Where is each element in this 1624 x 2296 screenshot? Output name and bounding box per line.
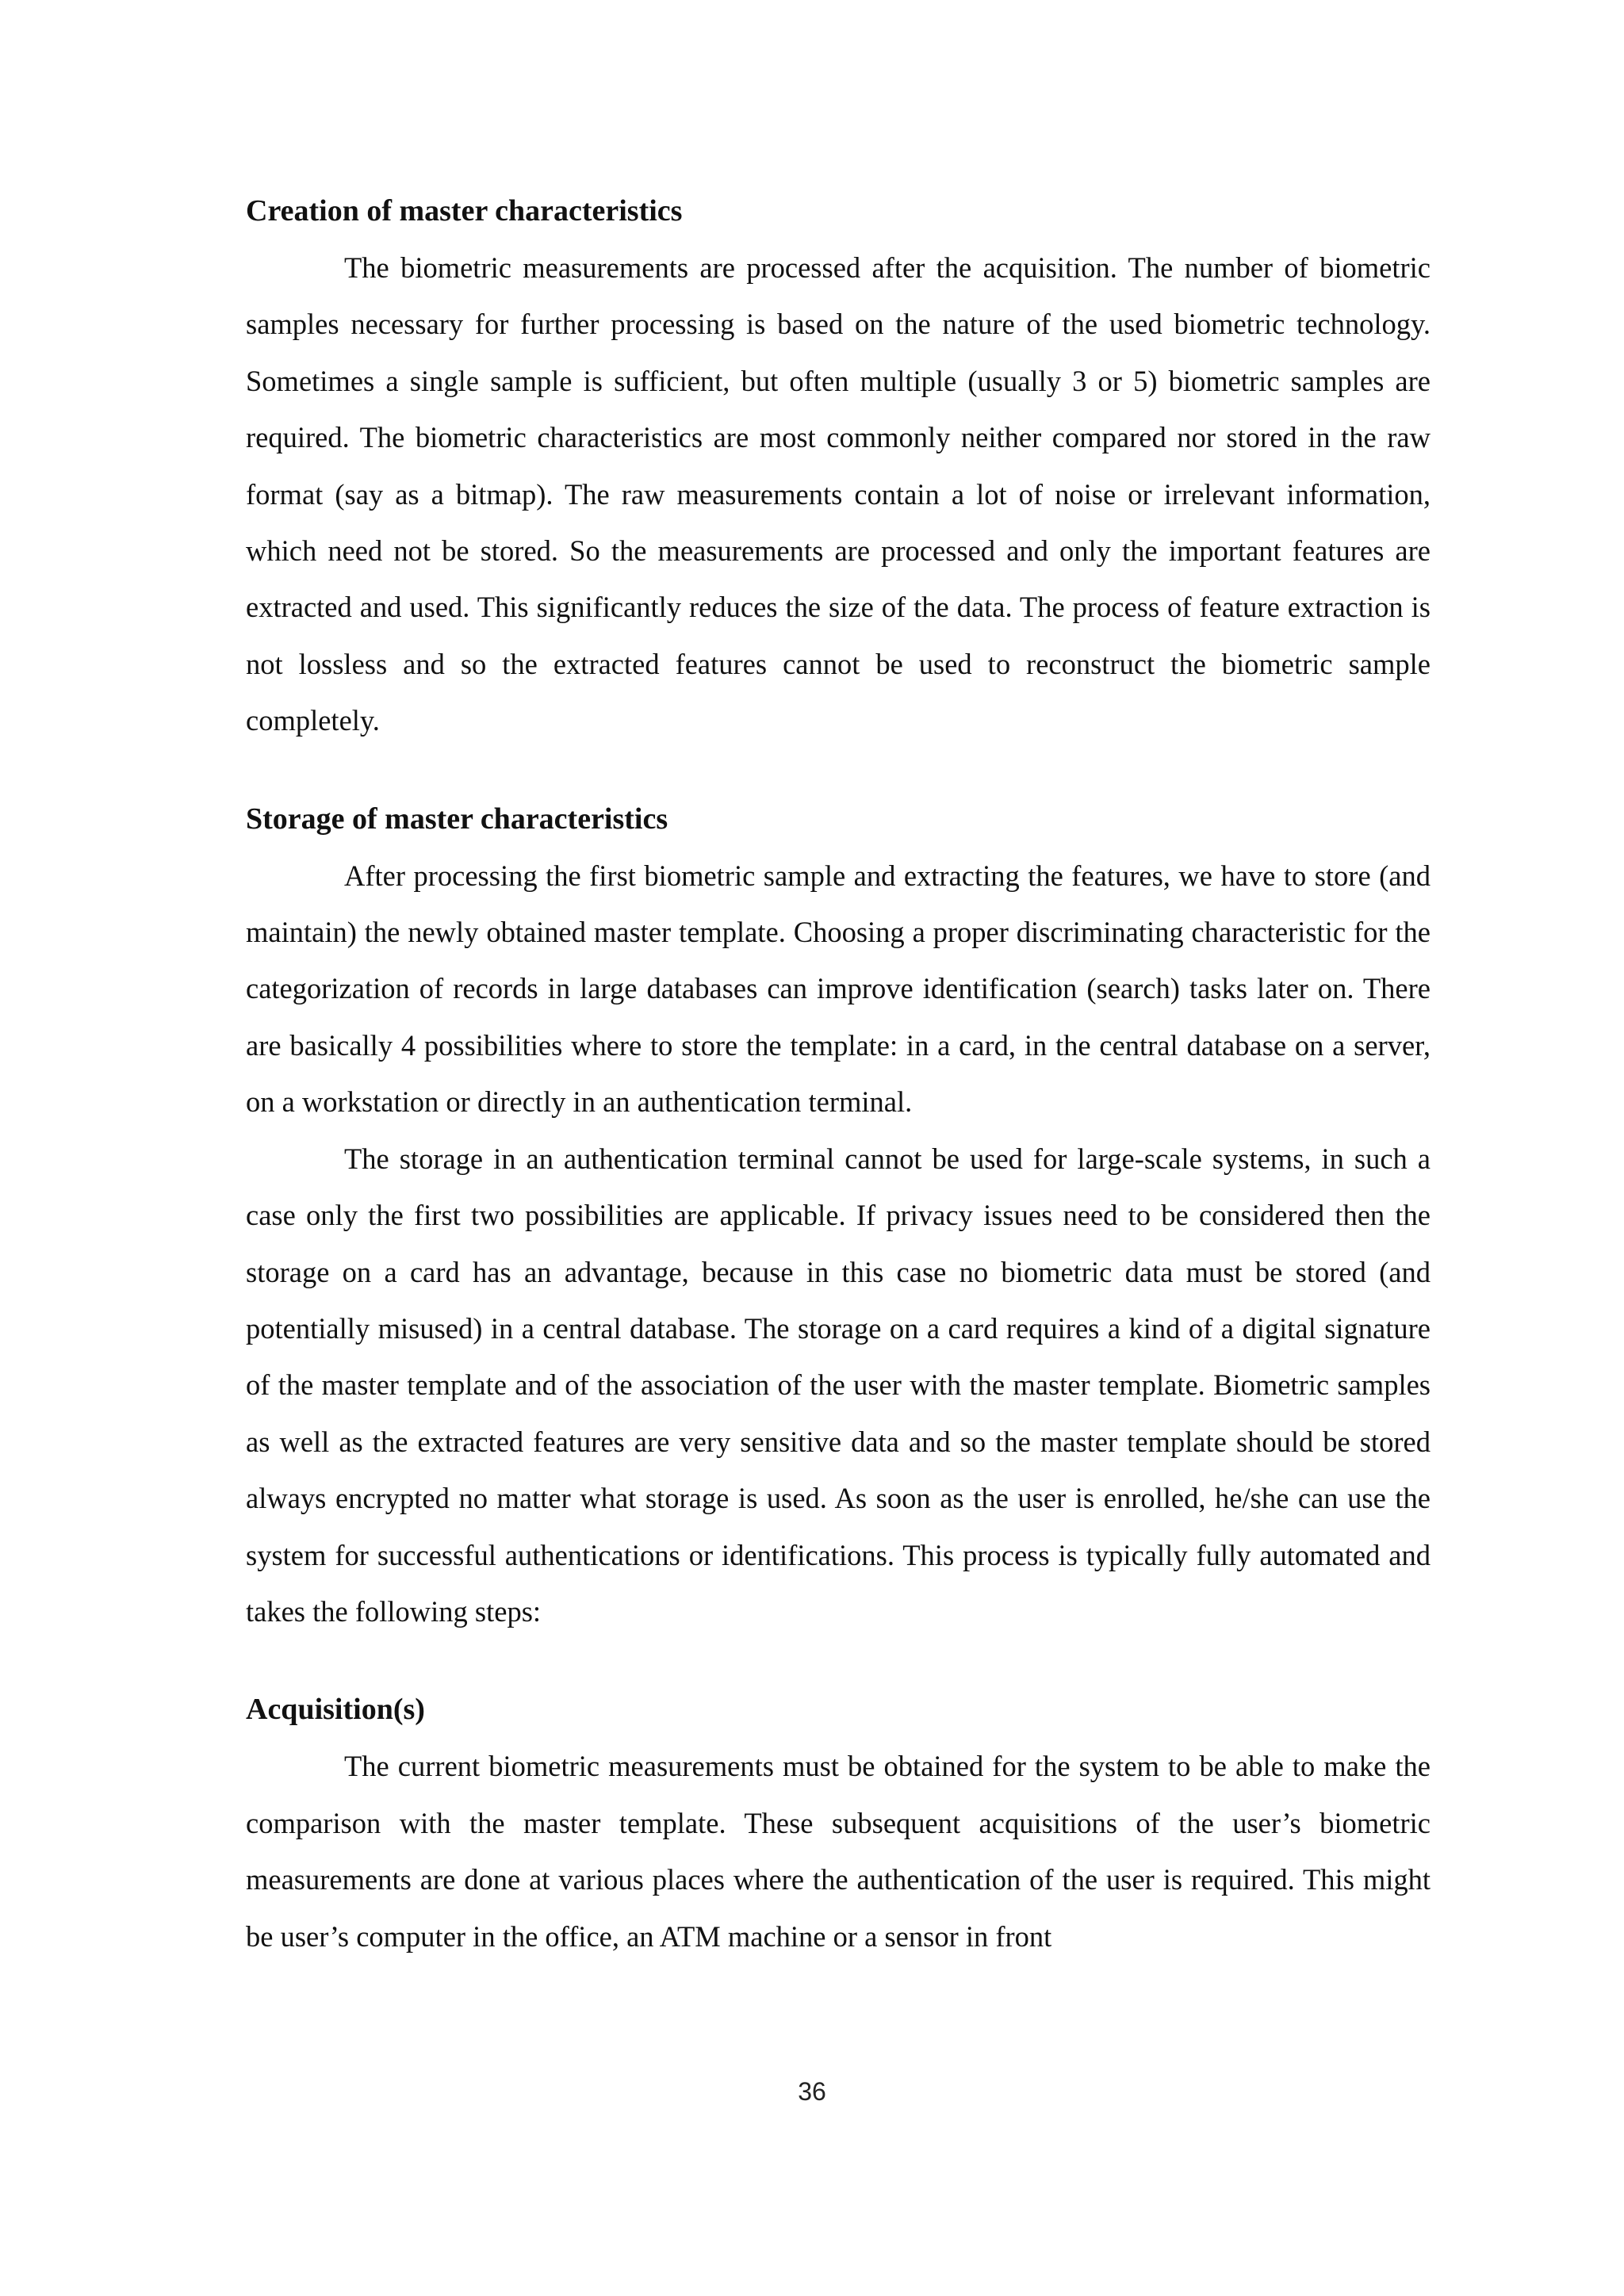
section-acquisitions xyxy=(246,1690,1431,1965)
section-creation-of-master-characteristics xyxy=(246,192,1431,749)
paragraph: After processing the first biometric sample and extracting the features, we have to store (and maintain) the newly obtained master template. Choosing a proper discriminating characteristic for the categorization of records in large databases can improve identification (search) tasks later on. There are basically 4 possibilities where to store the template: in a card, in the central database on a server, on a workstation or directly in an authentication terminal. xyxy=(246,859,1431,1119)
section-heading: Acquisition(s) xyxy=(246,1693,425,1727)
document-page xyxy=(246,192,1431,1965)
paragraph: The current biometric measurements must be obtained for the system to be able to make the comparison with the master template. These subsequent acquisitions of the user’s biometric measurements are done at various places where the authentication of the user is required. This might be user’s computer in the office, an ATM machine or a sensor in front xyxy=(246,1750,1431,1953)
section-heading: Creation of master characteristics xyxy=(246,194,683,228)
paragraph: The storage in an authentication terminal cannot be used for large-scale systems, in such a case only the first two possibilities are applicable. If privacy issues need to be considered then the storage on a card has an advantage, because in this case no biometric data must be stored (and potentially misused) in a central database. The storage on a card requires a kind of a digital signature of the master template and of the association of the user with the master template. Biometric samples as well as the extracted features are very sensitive data and so the master template should be stored always encrypted no matter what storage is used. As soon as the user is enrolled, he/she can use the system for successful authentications or identifications. This process is typically fully automated and takes the following steps: xyxy=(246,1142,1431,1628)
paragraph: The biometric measurements are processed after the acquisition. The number of biometric samples necessary for further processing is based on the nature of the used biometric technology. Sometimes a single sample is sufficient, but often multiple (usually 3 or 5) biometric samples are required. The biometric characteristics are most commonly neither compared nor stored in the raw format (say as a bitmap). The raw measurements contain a lot of noise or irrelevant information, which need not be stored. So the measurements are processed and only the important features are extracted and used. This significantly reduces the size of the data. The process of feature extraction is not lossless and so the extracted features cannot be used to reconstruct the biometric sample completely. xyxy=(246,251,1431,737)
section-storage-of-master-characteristics xyxy=(246,800,1431,1640)
section-heading: Storage of master characteristics xyxy=(246,802,668,836)
page-number: 36 xyxy=(798,2077,826,2106)
